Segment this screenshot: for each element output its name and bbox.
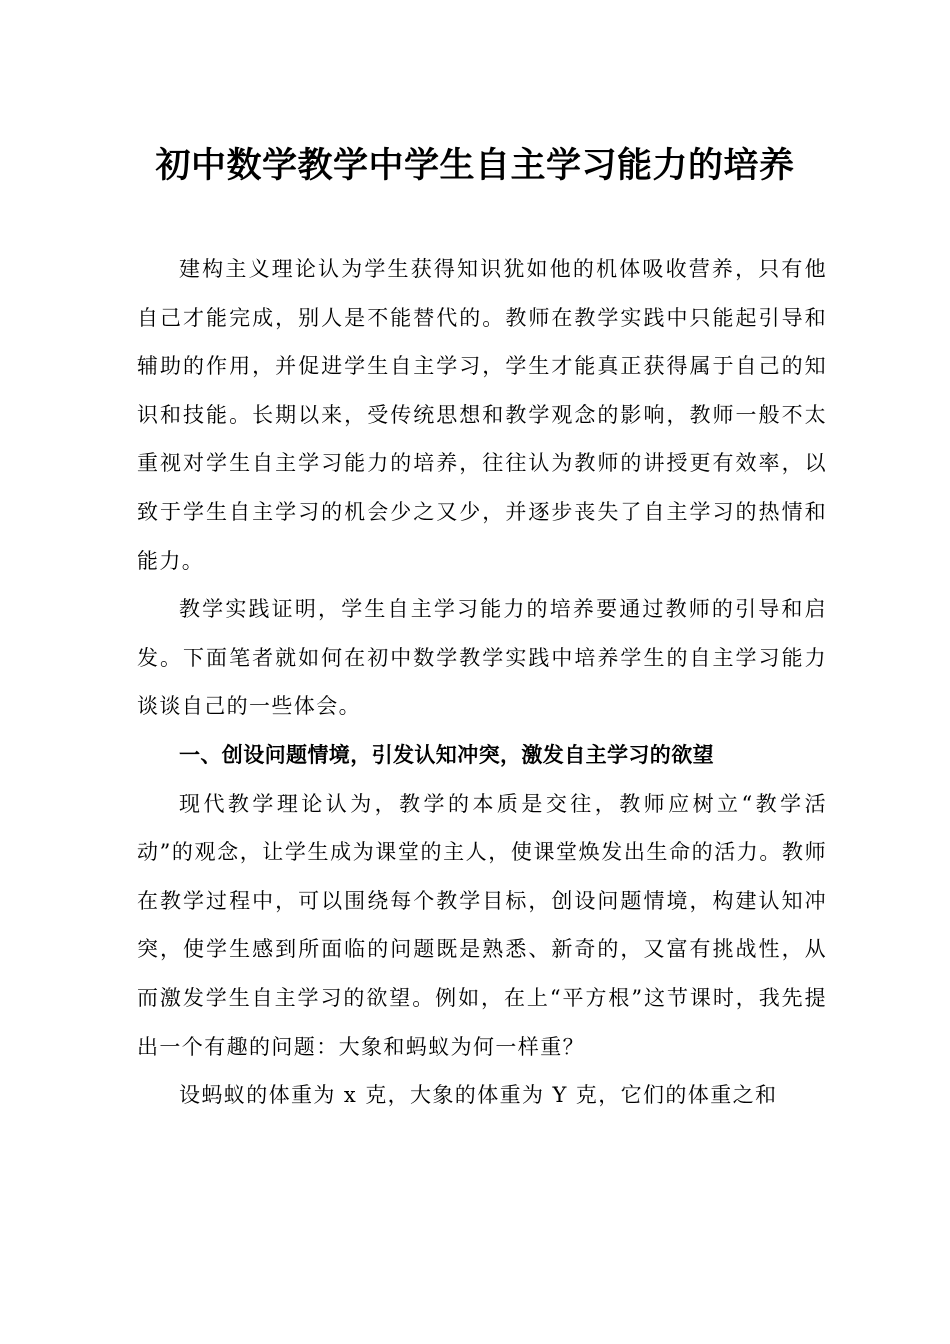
document-body bbox=[137, 245, 827, 1120]
paragraph-example: 设蚂蚁的体重为 x 克，大象的体重为 Y 克，它们的体重之和 bbox=[179, 1083, 778, 1108]
paragraph-intro: 建构主义理论认为学生获得知识犹如他的机体吸收营养，只有他自己才能完成，别人是不能替代的。教师在教学实践中只能起引导和辅助的作用，并促进学生自主学习，学生才能真正获得属于自己的知识和技能。长期以来，受传统思想和教学观念的影响，教师一般不太重视对学生自主学习能力的培养，往往认为教师的讲授更有效率，以致于学生自主学习的机会少之又少，并逐步丧失了自主学习的热情和能力。 bbox=[137, 257, 827, 573]
paragraph-theory: 现代教学理论认为，教学的本质是交往，教师应树立“教学活动”的观念，让学生成为课堂的主人，使课堂焕发出生命的活力。教师在教学过程中，可以围绕每个教学目标，创设问题情境，构建认知冲突，使学生感到所面临的问题既是熟悉、新奇的，又富有挑战性，从而激发学生自主学习的欲望。例如，在上“平方根”这节课时，我先提出一个有趣的问题：大象和蚂蚁为何一样重？ bbox=[137, 791, 827, 1059]
document-title: 初中数学教学中学生自主学习能力的培养 bbox=[155, 146, 795, 186]
section-heading-1: 一、创设问题情境，引发认知冲突，激发自主学习的欲望 bbox=[179, 742, 714, 767]
paragraph-practice: 教学实践证明，学生自主学习能力的培养要通过教师的引导和启发。下面笔者就如何在初中数学教学实践中培养学生的自主学习能力谈谈自己的一些体会。 bbox=[137, 597, 827, 719]
